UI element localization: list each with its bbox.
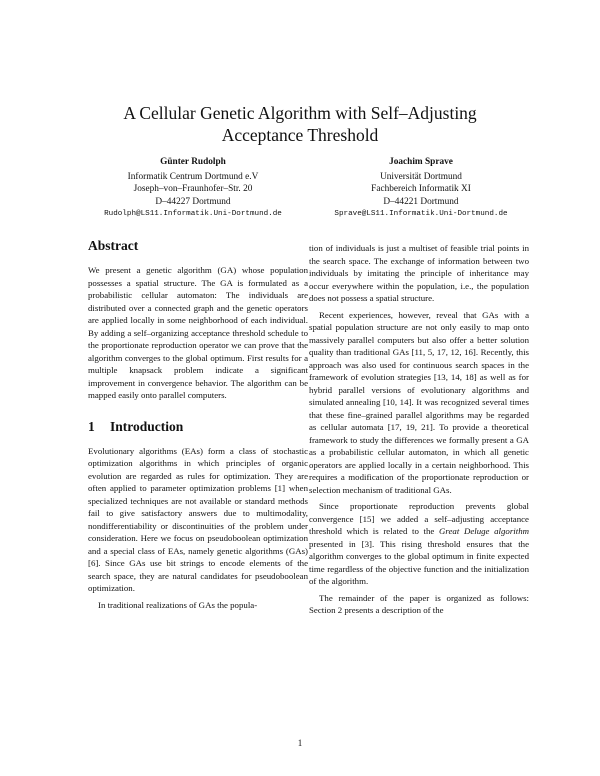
author-block-rudolph xyxy=(78,156,308,221)
author-address: Joseph–von–Fraunhofer–Str. 20 xyxy=(133,184,253,195)
abstract-heading: Abstract xyxy=(88,238,139,253)
abstract-text: We present a genetic algorithm (GA) whose population possesses a spatial structure. The GA is formulated as a probabilistic cellular automaton: The individuals are distributed over a connected graph and the genetic operators are applied locally in some neighborhood of each individual. By adding a self–organizing acceptance threshold schedule to the proportionate reproduction operator we can prove that the algorithm converges to the global optimum. First results for a multiple knapsack problem indicate a significant improvement in convergence behavior. The algorithm can be mapped easily onto parallel computers. xyxy=(88,265,308,400)
section-number: 1 xyxy=(88,418,95,434)
body-paragraph-2: Recent experiences, however, reveal that GAs with a spatial population structure are not only easily to map onto massively parallel computers but also offer a better solution quality than traditional GAs [11, 5, 17, 12, 16]. Recently, this approach was also used for continuous search spaces in the framework of evolution strategies [13, 14, 18] as well as for hybrid parallel versions of evolutionary algorithms and simulated annealing [10, 14]. It was recognized several times that these fine–grained parallel algorithms may be regarded as cellular automata [17, 19, 21]. To provide a theoretical framework to study the differences we formally present a GA as a probabilistic cellular automaton, in which all genetic operators are applied locally in a certain neighborhood. This requires a modification of the proportionate reproduction or selection mechanism of traditional GAs. xyxy=(309,309,529,495)
author-department: Fachbereich Informatik XI xyxy=(371,184,471,195)
title-line-2: Acceptance Threshold xyxy=(221,125,379,145)
body-paragraph-3: Since proportionate reproduction prevents global convergence [15] we added a self–adjusting acceptance threshold which is related to the Great Deluge algorithm presented in [3]. This rising threshold ensures that the algorithm converges to the global optimum in finite expected time regardless of the objective function and the initialization of the algorithm. xyxy=(309,501,530,586)
great-deluge-italic: Great Deluge algorithm xyxy=(439,526,530,536)
author-city: D–44227 Dortmund xyxy=(155,196,231,207)
section-title: Introduction xyxy=(110,418,184,434)
author-name: Günter Rudolph xyxy=(160,157,226,167)
author-affiliation: Universität Dortmund xyxy=(380,171,462,182)
title-line-1: A Cellular Genetic Algorithm with Self–Adjusting xyxy=(123,103,477,123)
author-email: Sprave@LS11.Informatik.Uni-Dortmund.de xyxy=(334,210,508,219)
section-heading-introduction xyxy=(88,419,308,435)
author-affiliation: Informatik Centrum Dortmund e.V xyxy=(127,171,259,182)
author-block-sprave xyxy=(306,156,536,221)
right-column xyxy=(309,242,529,617)
left-column xyxy=(88,238,308,611)
author-name: Joachim Sprave xyxy=(389,157,453,167)
page-number: 1 xyxy=(297,738,303,748)
author-email: Rudolph@LS11.Informatik.Uni-Dortmund.de xyxy=(104,210,282,219)
body-paragraph-1: tion of individuals is just a multiset of feasible trial points in the search space. The exchange of information between two individuals by imitating the principle of inheritance may occur everywhere within the population, i.e., the population does not possess a spatial structure. xyxy=(309,243,529,303)
intro-paragraph-2: In traditional realizations of GAs the popula- xyxy=(98,599,258,610)
body-paragraph-4: The remainder of the paper is organized as follows: Section 2 presents a description of the xyxy=(309,592,529,615)
intro-paragraph-1: Evolutionary algorithms (EAs) form a class of stochastic optimization algorithms in which principles of organic evolution are regarded as rules for optimization. They are often applied to parameter optimization problems [1] when specialized techniques are not available or standard methods fail to give satisfactory answers due to multimodality, nondifferentiability or discontinuities of the problem under consideration. Here we focus on pseudoboolean optimization and a special class of EAs, namely genetic algorithms (GAs) [6]. Since GAs use bit strings to encode elements of the search space, they are natural candidates for pseudoboolean optimization. xyxy=(88,445,308,593)
paper-title xyxy=(60,102,540,146)
author-city: D–44221 Dortmund xyxy=(383,196,459,207)
